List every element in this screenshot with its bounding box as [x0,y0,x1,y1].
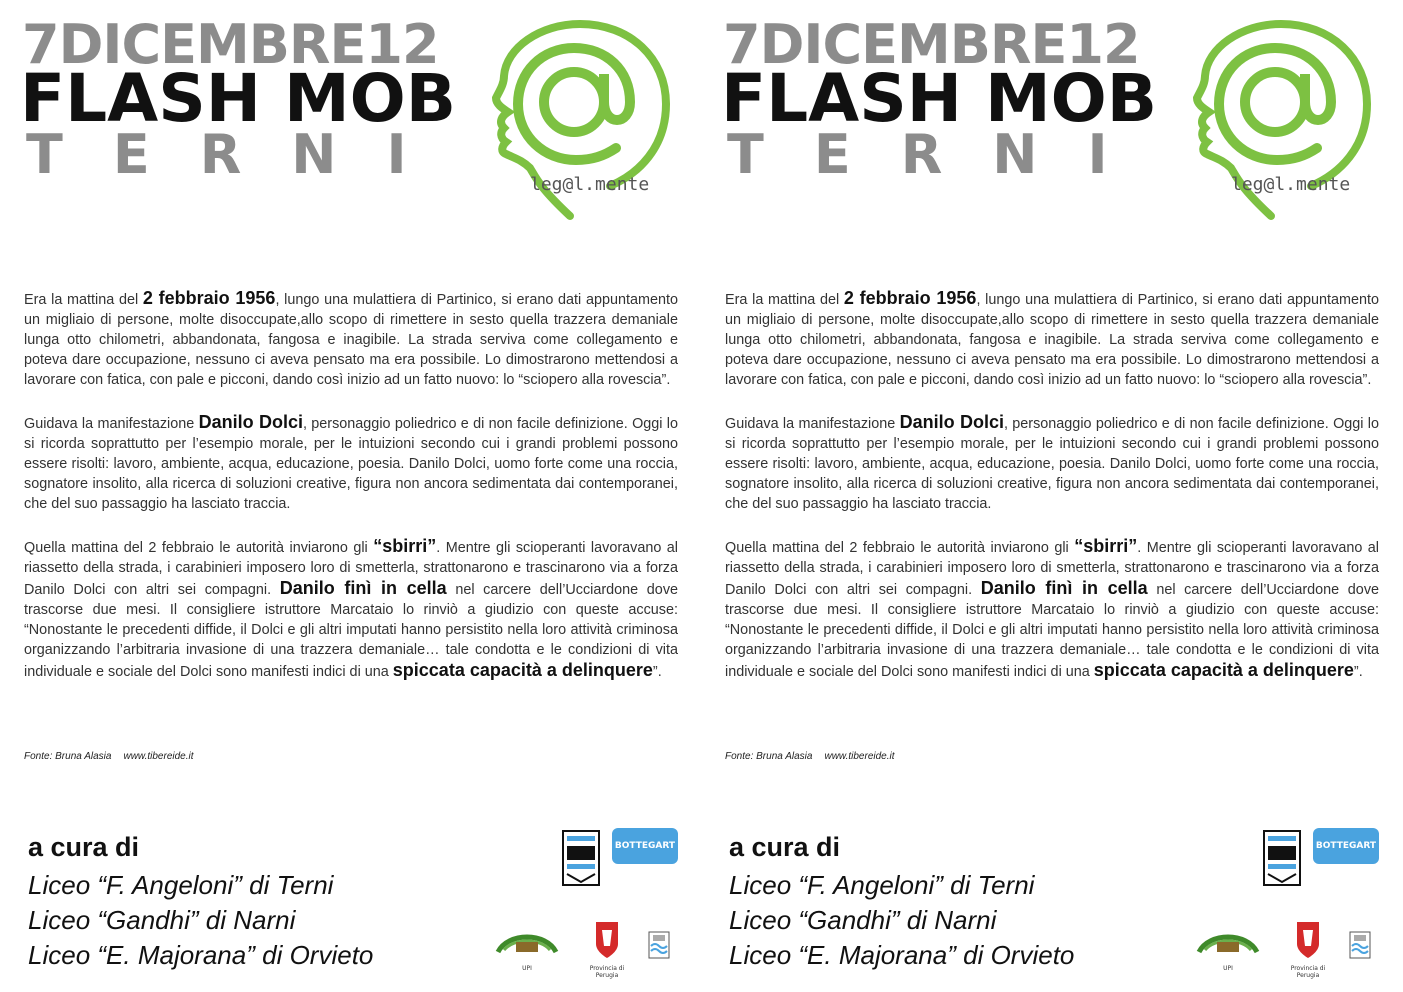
credit-school: Liceo “F. Angeloni” di Terni [729,870,1035,900]
provincia-shield-icon [584,920,630,960]
event-date: 7DICEMBRE12 [723,13,1140,76]
provincia-logo [1285,920,1331,979]
event-title: FLASH MOB [721,60,1158,137]
provincia-shield-icon [1285,920,1331,960]
article-paragraph-2: Guidava la manifestazione Danilo Dolci, personaggio poliedrico e di non facile definizione. Oggi lo si ricorda soprattutto per l’esempio morale, per le intuizioni secondo cui i grandi problemi possono essere risolti: lavoro, ambiente, acqua, educazione, poesia. Danilo Dolci, uomo forte come una roccia, sognatore insolito, alla ricerca di soluzioni creative, figura non ancora sedimentata dai contemporanei, che del suo passaggio ha lasciato traccia. [24,412,679,512]
event-city: TERNI [727,123,1158,186]
at-head-logo-icon [1171,18,1381,238]
logo-caption: leg@l.mente [530,174,650,195]
credits-heading: a cura di [729,832,841,862]
provincia-label: Provincia di Perugia [589,965,625,979]
article-body [725,288,1379,704]
upi-emblem-icon [494,922,560,960]
article-paragraph-1: Era la mattina del 2 febbraio 1956, lungo una mulattiera di Partinico, si erano dati appuntamento un migliaio di persone, molte disoccupate,allo scopo di rimettere in sesto quella trazzera demaniale lunga otto chilometri, abbandonata, fangosa e inagibile. La strada serviva come collegamento e poteva dare occupazione, nessuno ci aveva pensato ma era possibile. Lo dimostrarono mettendosi a lavorare con fatica, con pale e picconi, dando così inizio ad un fatto nuovo: lo “sciopero alla rovescia”. [24,288,678,388]
at-head-logo-icon [470,18,680,238]
article-source: Fonte: Bruna Alasia www.tibereide.it [24,751,194,762]
flyer-right [701,0,1403,992]
bottegart-logo: BOTTEGART [1313,828,1379,864]
credit-school: Liceo “E. Majorana” di Orvieto [729,940,1075,970]
credit-school: Liceo “E. Majorana” di Orvieto [28,940,374,970]
upi-label: UPI [522,965,532,972]
article-source: Fonte: Bruna Alasia www.tibereide.it [725,751,895,762]
logo-caption: leg@l.mente [1231,174,1351,195]
provincia-label: Provincia di Perugia [1290,965,1326,979]
upi-logo [1195,922,1261,970]
credits-heading: a cura di [28,832,140,862]
event-title: FLASH MOB [20,60,457,137]
upi-emblem-icon [1195,922,1261,960]
article-paragraph-3: Quella mattina del 2 febbraio le autorità inviarono gli “sbirri”. Mentre gli scioperanti lavoravano al riassetto della strada, i carabinieri imposero loro di smetterla, strattonarono e trascinarono via a forza Danilo Dolci con altri sei compagni. Danilo finì in cella nel carcere dell’Ucciardone dove trascorse due mesi. Il consigliere istruttore Marcataio lo rinviò a giudizio con queste accuse: “Nonostante le precedenti diffide, il Dolci e gli altri imputati hanno persistito nella loro attività criminosa organizzando l’arbitraria invasione di una trazzera demaniale… tale condotta e le condizioni di vita individuale e sociale del Dolci sono manifesti indici di una spiccata capacità a delinquere”. [725,536,1380,680]
article-body [24,288,678,704]
comune-crest-icon [1347,924,1373,964]
event-date: 7DICEMBRE12 [22,13,439,76]
right-profit-logo-icon [1263,830,1301,886]
article-paragraph-3: Quella mattina del 2 febbraio le autorità inviarono gli “sbirri”. Mentre gli scioperanti lavoravano al riassetto della strada, i carabinieri imposero loro di smetterla, strattonarono e trascinarono via a forza Danilo Dolci con altri sei compagni. Danilo finì in cella nel carcere dell’Ucciardone dove trascorse due mesi. Il consigliere istruttore Marcataio lo rinviò a giudizio con queste accuse: “Nonostante le precedenti diffide, il Dolci e gli altri imputati hanno persistito nella loro attività criminosa organizzando l’arbitraria invasione di una trazzera demaniale… tale condotta e le condizioni di vita individuale e sociale del Dolci sono manifesti indici di una spiccata capacità a delinquere”. [24,536,679,680]
right-profit-logo-icon [562,830,600,886]
article-paragraph-2: Guidava la manifestazione Danilo Dolci, personaggio poliedrico e di non facile definizione. Oggi lo si ricorda soprattutto per l’esempio morale, per le intuizioni secondo cui i grandi problemi possono essere risolti: lavoro, ambiente, acqua, educazione, poesia. Danilo Dolci, uomo forte come una roccia, sognatore insolito, alla ricerca di soluzioni creative, figura non ancora sedimentata dai contemporanei, che del suo passaggio ha lasciato traccia. [725,412,1380,512]
upi-label: UPI [1223,965,1233,972]
comune-crest-icon [646,924,672,964]
credit-school: Liceo “F. Angeloni” di Terni [28,870,334,900]
credit-school: Liceo “Gandhi” di Narni [28,905,296,935]
credits-list [729,868,1074,973]
upi-logo [494,922,560,970]
credit-school: Liceo “Gandhi” di Narni [729,905,997,935]
event-city: TERNI [26,123,457,186]
provincia-logo [584,920,630,979]
credits-list [28,868,373,973]
bottegart-logo: BOTTEGART [612,828,678,864]
article-paragraph-1: Era la mattina del 2 febbraio 1956, lungo una mulattiera di Partinico, si erano dati appuntamento un migliaio di persone, molte disoccupate,allo scopo di rimettere in sesto quella trazzera demaniale lunga otto chilometri, abbandonata, fangosa e inagibile. La strada serviva come collegamento e poteva dare occupazione, nessuno ci aveva pensato ma era possibile. Lo dimostrarono mettendosi a lavorare con fatica, con pale e picconi, dando così inizio ad un fatto nuovo: lo “sciopero alla rovescia”. [725,288,1379,388]
